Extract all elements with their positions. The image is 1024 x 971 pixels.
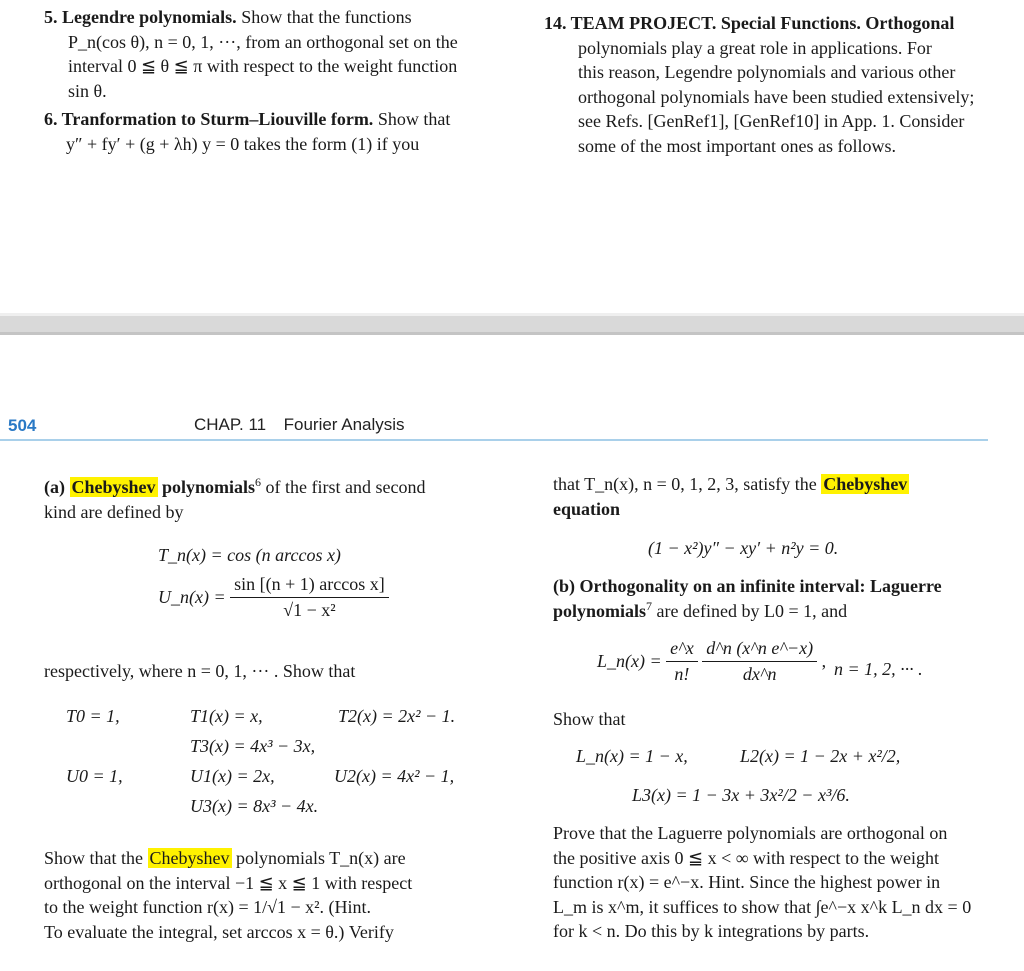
problem-14-line-2: polynomials play a great role in applications. For (578, 37, 932, 58)
problem-5-line-3: interval 0 ≦ θ ≦ π with respect to the weight function (68, 56, 458, 76)
eq-U-numerator: sin [(n + 1) arccos x] (230, 574, 389, 598)
problem-5-line-4: sin θ. (68, 80, 107, 101)
eq-U-fraction (230, 574, 389, 621)
problem-14-line-3: this reason, Legendre polynomials and various other (578, 62, 956, 82)
eq-L-lhs: L_n(x) = (597, 651, 662, 671)
prove-line-2: the positive axis 0 ≦ x < ∞ with respect to the weight (553, 847, 939, 868)
eq-T2: T2(x) = 2x² − 1. (338, 706, 456, 726)
eq-L2: L2(x) = 1 − 2x + x²/2, (740, 746, 901, 766)
problem-6-heading: 6. Tranformation to Sturm–Liouville form. (44, 109, 374, 129)
body-line-2: orthogonal on the interval −1 ≦ x ≦ 1 with respect (44, 872, 413, 893)
part-a-line-1-tail: of the first and second (265, 477, 426, 497)
eq-L-den-1: n! (674, 664, 690, 684)
eq-U0: U0 = 1, (66, 766, 123, 786)
eq-L-den-2: dx^n (742, 664, 777, 684)
eq-L-frac-1 (666, 638, 698, 685)
eq-chebyshev-U (158, 574, 389, 621)
body-line-1-post: polynomials T_n(x) are (236, 848, 406, 868)
eq-L-comma: , (821, 651, 827, 671)
part-b-heading-1: (b) Orthogonality on an infinite interval: Laguerre (553, 576, 942, 596)
problem-14-line-5: see Refs. [GenRef1], [GenRef10] in App. 1. Consider (578, 111, 965, 131)
eq-U-denominator: √1 − x² (283, 600, 336, 620)
part-a-line-2: kind are defined by (44, 501, 184, 522)
chebyshev-highlight-2: Chebyshev (149, 848, 230, 868)
chebyshev-highlight-1: Chebyshev (71, 477, 156, 497)
prove-line-1: Prove that the Laguerre polynomials are orthogonal on (553, 823, 948, 843)
problem-5 (44, 5, 514, 103)
problem-6-line-2: y″ + fy′ + (g + λh) y = 0 takes the form (1) if you (66, 133, 420, 154)
part-a-label: (a) (44, 477, 65, 497)
chebyshev-highlight-3: Chebyshev (823, 474, 908, 494)
body-line-3: to the weight function r(x) = 1/√1 − x². (Hint. (44, 897, 372, 917)
footnote-6: 6 (255, 475, 262, 489)
eq-L1: L_n(x) = 1 − x, (576, 746, 688, 766)
eq-L3: L3(x) = 1 − 3x + 3x²/2 − x³/6. (632, 785, 850, 805)
part-a-body (44, 846, 484, 944)
eq-T3: T3(x) = 4x³ − 3x, (190, 736, 316, 756)
eq-laguerre-range: n = 1, 2, ··· . (834, 659, 923, 679)
eq-U2: U2(x) = 4x² − 1, (334, 766, 455, 786)
header-rule (0, 439, 988, 441)
eq-U1: U1(x) = 2x, (190, 766, 275, 786)
part-b-heading-2: polynomials (553, 600, 647, 621)
eq-laguerre-def (597, 638, 826, 685)
eq-chebyshev-ode: (1 − x²)y″ − xy′ + n²y = 0. (648, 538, 839, 558)
problem-14-line-1: 14. TEAM PROJECT. Special Functions. Orthogonal (544, 13, 955, 33)
prove-line-3: function r(x) = e^−x. Hint. Since the highest power in (553, 872, 941, 892)
eq-U3: U3(x) = 8x³ − 4x. (190, 796, 319, 816)
problem-6 (44, 107, 514, 156)
body-line-4: To evaluate the integral, set arccos x = θ.) Verify (44, 921, 394, 942)
problem-6-line-1: Show that (377, 109, 451, 129)
eq-L-frac-2 (702, 638, 817, 685)
respectively-line: respectively, where n = 0, 1, ··· . Show that (44, 661, 356, 681)
problem-14 (544, 11, 1019, 158)
problem-14-line-6: some of the most important ones as follows. (578, 135, 896, 156)
eq-T0: T0 = 1, (66, 706, 120, 726)
chapter-label: CHAP. 11 (194, 415, 267, 434)
eq-L-num-1: e^x (666, 638, 698, 662)
part-b-body (553, 821, 998, 944)
eq-T1: T1(x) = x, (190, 706, 263, 726)
part-a-heading: polynomials (162, 477, 256, 497)
footnote-7: 7 (646, 598, 653, 613)
right-line-1-pre: that T_n(x), n = 0, 1, 2, 3, satisfy the (553, 474, 817, 494)
right-line-2: equation (553, 498, 621, 519)
eq-chebyshev-T: T_n(x) = cos (n arccos x) (158, 545, 341, 565)
right-intro (553, 472, 993, 521)
page-number: 504 (8, 416, 37, 435)
problem-5-line-1: Show that the functions (241, 7, 412, 27)
eq-L-num-2: d^n (x^n e^−x) (702, 638, 817, 662)
problem-5-heading: 5. Legendre polynomials. (44, 7, 237, 27)
problem-5-line-2: P_n(cos θ), n = 0, 1, ···, from an orthogonal set on the (68, 31, 458, 52)
running-header (194, 415, 405, 435)
part-b-line-2-tail: are defined by L0 = 1, and (656, 600, 848, 621)
problem-14-line-4: orthogonal polynomials have been studied extensively; (578, 86, 975, 107)
chapter-title: Fourier Analysis (283, 415, 405, 434)
show-that: Show that (553, 709, 626, 729)
prove-line-5: for k < n. Do this by k integrations by parts. (553, 921, 870, 941)
page-divider (0, 313, 1024, 335)
eq-U-lhs: U_n(x) = (158, 587, 226, 607)
part-a-intro (44, 475, 484, 524)
prove-line-4: L_m is x^m, it suffices to show that ∫e^−x x^k L_n dx = 0 (553, 896, 972, 917)
part-b-intro (553, 574, 998, 623)
body-line-1-pre: Show that the (44, 848, 143, 868)
